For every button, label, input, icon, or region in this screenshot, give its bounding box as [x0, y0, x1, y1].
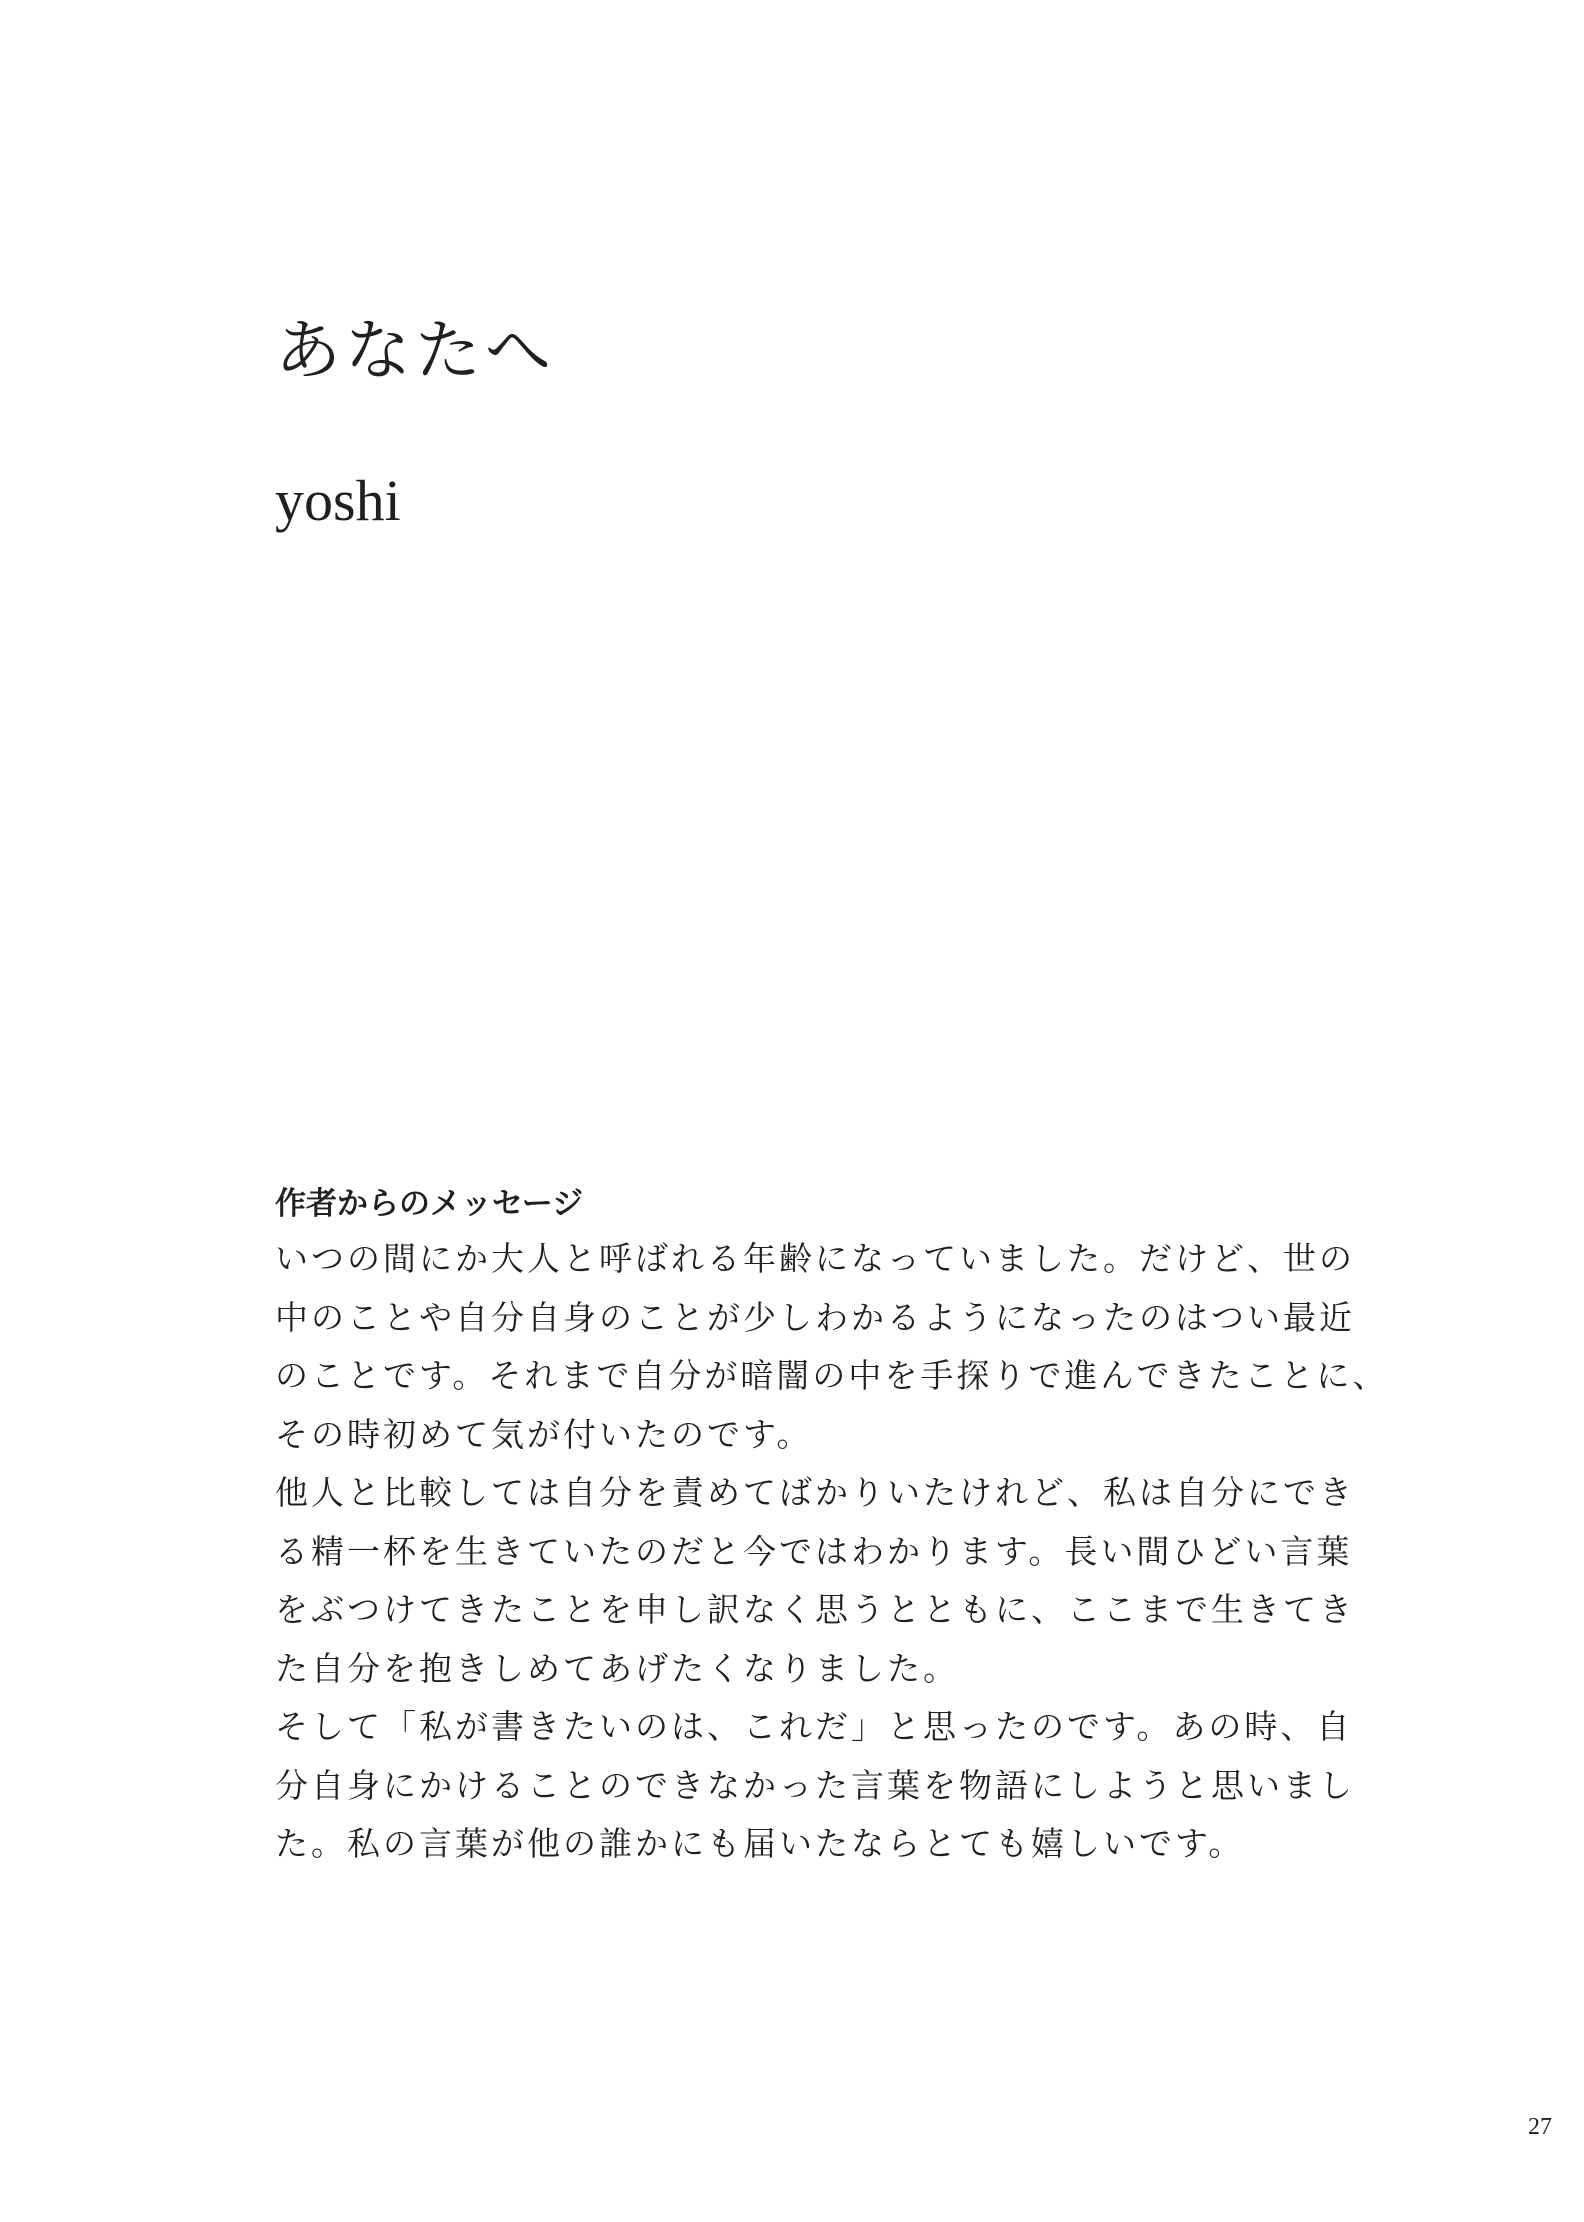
page-title: あなたへ	[275, 312, 555, 389]
author-message	[275, 1180, 1389, 1874]
message-line: た。私の言葉が他の誰かにも届いたならとても嬉しいです。	[275, 1824, 1245, 1863]
message-line: をぶつけてきたことを申し訳なく思うとともに、ここまで生きてき	[275, 1590, 1355, 1629]
message-line: 中のことや自分自身のことが少しわかるようになったのはつい最近	[275, 1297, 1355, 1337]
message-heading: 作者からのメッセージ	[275, 1186, 584, 1222]
message-line: のことです。それまで自分が暗闇の中を手探りで進んできたことに、	[275, 1356, 1389, 1395]
message-line: そして「私が書きたいのは、これだ」と思ったのです。あの時、自	[275, 1707, 1353, 1746]
message-line: た自分を抱きしめてあげたくなりました。	[275, 1648, 959, 1688]
message-line: る精一杯を生きていたのだと今ではわかります。長い間ひどい言葉	[275, 1531, 1353, 1571]
message-line: いつの間にか大人と呼ばれる年齢になっていました。だけど、世の	[275, 1239, 1355, 1278]
author-name: yoshi	[275, 468, 401, 533]
message-line: 他人と比較しては自分を責めてばかりいたけれど、私は自分にでき	[275, 1473, 1355, 1512]
message-line: その時初めて気が付いたのです。	[275, 1414, 813, 1454]
message-line: 分自身にかけることのできなかった言葉を物語にしようと思いまし	[275, 1765, 1355, 1805]
page-number: 27	[1528, 2114, 1552, 2140]
